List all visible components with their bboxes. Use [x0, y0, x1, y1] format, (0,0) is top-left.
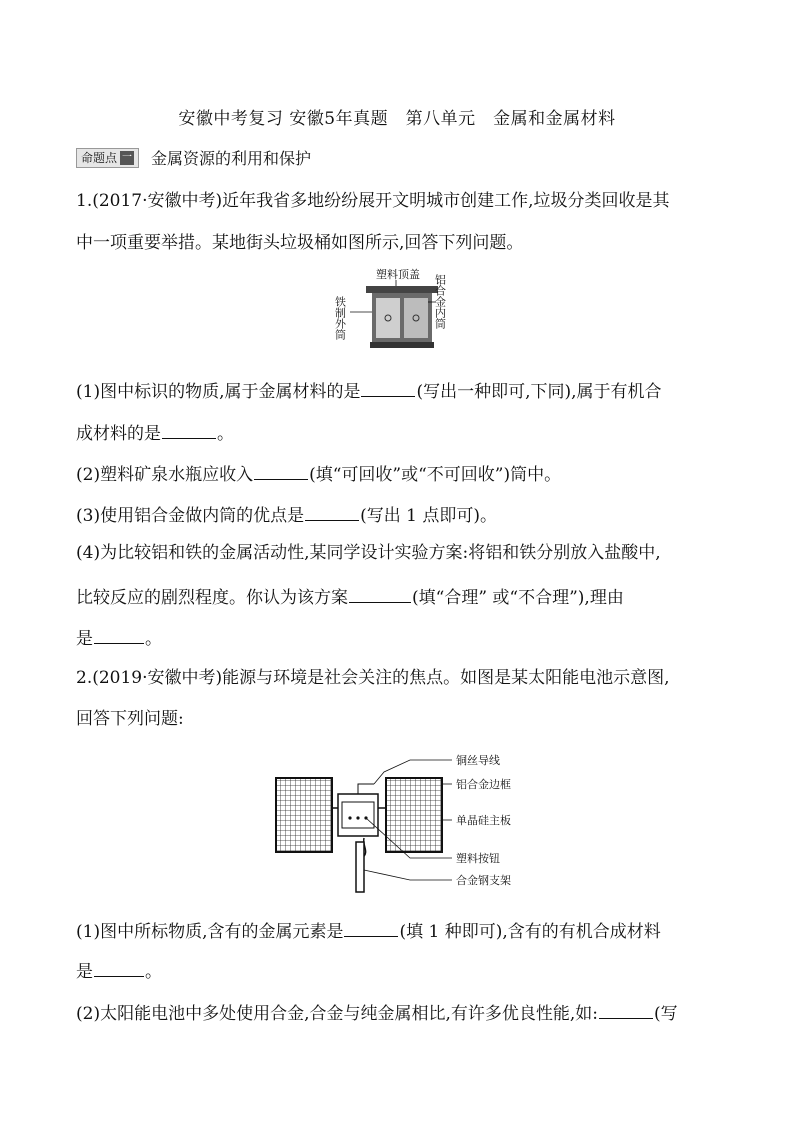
q2-stem-line2: 回答下列问题: [76, 709, 184, 729]
label-iron-shell: 铁制外筒 [333, 296, 347, 340]
alloy-steel-stand [356, 842, 364, 892]
solar-cell-figure [270, 750, 530, 896]
trash-bin-right-door [404, 298, 428, 338]
label-aluminum-liner: 铝合金内筒 [433, 274, 447, 329]
q2-part1-line2: 是 。 [76, 958, 162, 983]
answer-blank[interactable] [599, 1000, 653, 1019]
q1-part2: (2)塑料矿泉水瓶应收入 (填“可回收”或“不可回收”)筒中。 [76, 461, 561, 486]
copper-wire [358, 784, 374, 794]
q1-part4-line2: 比较反应的剧烈程度。你认为该方案 (填“合理” 或“不合理”),理由 [76, 584, 624, 609]
answer-blank[interactable] [94, 958, 144, 977]
label-copper-wire: 铜丝导线 [456, 754, 500, 767]
page-title: 安徽中考复习 安徽5年真题 第八单元 金属和金属材料 [178, 109, 616, 129]
label-plastic-lid: 塑料顶盖 [376, 268, 420, 281]
q1-part3: (3)使用铝合金做内筒的优点是 (写出 1 点即可)。 [76, 502, 497, 527]
control-box-inner [342, 802, 374, 828]
label-alloy-stand: 合金钢支架 [456, 874, 511, 887]
q1-part4-line1: (4)为比较铝和铁的金属活动性,某同学设计实验方案:将铝和铁分别放入盐酸中, [76, 543, 661, 563]
solar-panel-right [386, 778, 442, 852]
plastic-button [356, 816, 359, 819]
topic-badge-number: 一 [122, 151, 133, 163]
q2-part2: (2)太阳能电池中多处使用合金,合金与纯金属相比,有许多优良性能,如: (写 [76, 1000, 678, 1025]
topic-badge [76, 148, 139, 168]
answer-blank[interactable] [162, 420, 216, 439]
label-aluminum-frame: 铝合金边框 [456, 778, 511, 791]
label-plastic-button: 塑料按钮 [456, 852, 500, 865]
answer-blank[interactable] [361, 378, 415, 397]
plastic-button [348, 816, 351, 819]
topic-title: 金属资源的利用和保护 [151, 149, 312, 168]
q1-stem-line1: 1.(2017·安徽中考)近年我省多地纷纷展开文明城市创建工作,垃圾分类回收是其 [76, 191, 670, 211]
solar-panel-left [276, 778, 332, 852]
answer-blank[interactable] [344, 918, 398, 937]
q1-part1-line2: 成材料的是 。 [76, 420, 234, 445]
q2-stem-line1: 2.(2019·安徽中考)能源与环境是社会关注的焦点。如图是某太阳能电池示意图, [76, 668, 670, 688]
q1-part4-line3: 是 。 [76, 625, 162, 650]
answer-blank[interactable] [349, 584, 411, 603]
q2-part1-line1: (1)图中所标物质,含有的金属元素是 (填 1 种即可),含有的有机合成材料 [76, 918, 661, 943]
trash-bin-figure [333, 262, 448, 352]
answer-blank[interactable] [94, 625, 144, 644]
q1-part1-line1: (1)图中标识的物质,属于金属材料的是 (写出一种即可,下同),属于有机合 [76, 378, 662, 403]
label-silicon-board: 单晶硅主板 [456, 814, 511, 827]
topic-badge-label: 命题点 [81, 150, 118, 165]
trash-bin-left-door [376, 298, 400, 338]
topic-heading [76, 146, 311, 169]
answer-blank[interactable] [305, 502, 359, 521]
answer-blank[interactable] [254, 461, 308, 480]
trash-bin-lid [366, 286, 438, 293]
q1-stem-line2: 中一项重要举措。某地街头垃圾桶如图所示,回答下列问题。 [76, 233, 524, 253]
trash-bin-base [370, 342, 434, 348]
